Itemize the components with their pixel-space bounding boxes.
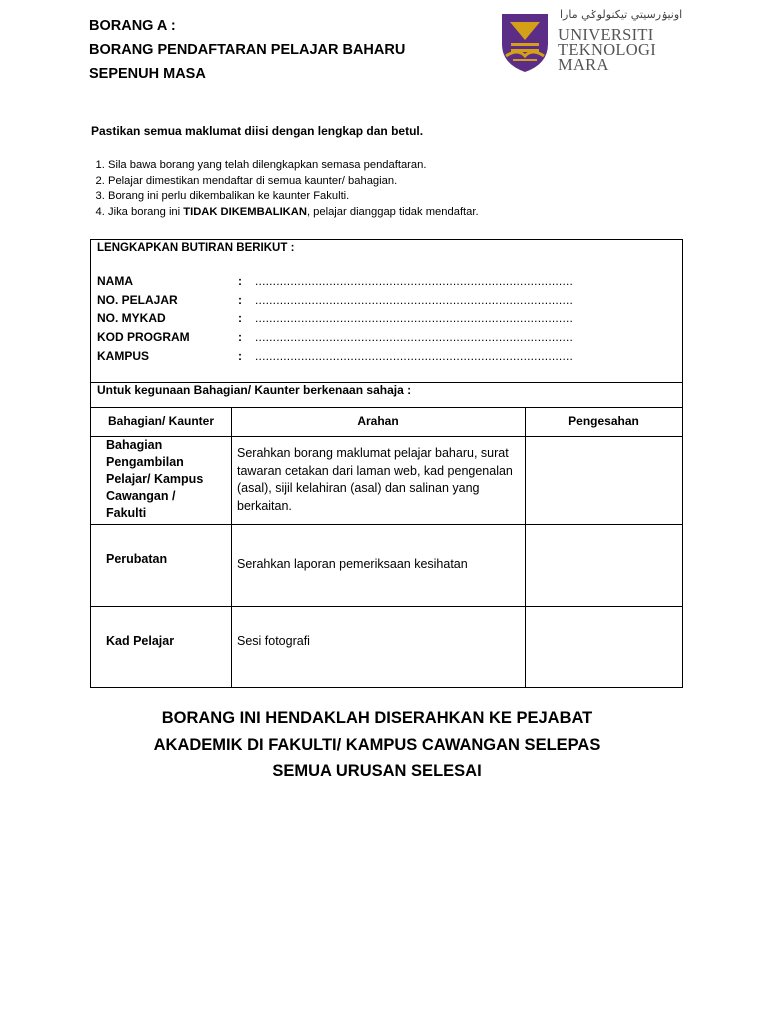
row-instruction-kad-pelajar: Sesi fotografi xyxy=(237,634,310,648)
instruction-item: 3. Borang ini perlu dikembalikan ke kaunter Fakulti. xyxy=(108,189,479,205)
verification-cell[interactable] xyxy=(526,525,682,606)
row-counter-perubatan: Perubatan xyxy=(106,552,168,566)
field-kod-program[interactable]: KOD PROGRAM : .......................................................................................... xyxy=(97,330,574,344)
logo-name-line1: UNIVERSITI xyxy=(558,25,654,44)
fill-details-title: LENGKAPKAN BUTIRAN BERIKUT : xyxy=(97,242,295,254)
registration-form-box xyxy=(90,239,683,688)
form-code: BORANG A : xyxy=(89,18,176,34)
instruction-item: 4. Jika borang ini TIDAK DIKEMBALIKAN, pelajar dianggap tidak mendaftar. xyxy=(108,205,479,221)
notice-text: Pastikan semua maklumat diisi dengan lengkap dan betul. xyxy=(91,124,424,138)
row-counter-pengambilan: Bahagian Pengambilan Pelajar/ Kampus Cawangan / Fakulti xyxy=(106,438,204,520)
field-nama[interactable]: NAMA : .......................................................................................... xyxy=(97,274,574,288)
verification-cell[interactable] xyxy=(526,437,682,524)
logo-jawi-text: اونيۏرسيتي تيکنولوݢي مارا xyxy=(560,8,683,21)
field-kampus[interactable]: KAMPUS : .......................................................................................... xyxy=(97,349,574,363)
header-counter: Bahagian/ Kaunter xyxy=(107,414,215,428)
header-verification: Pengesahan xyxy=(568,414,639,428)
header-instruction: Arahan xyxy=(357,414,399,428)
verification-cell[interactable] xyxy=(526,607,682,687)
row-counter-kad-pelajar: Kad Pelajar xyxy=(106,634,175,648)
uitm-crest-icon xyxy=(498,10,552,74)
uitm-logo xyxy=(498,8,683,76)
row-instruction-pengambilan: Serahkan borang maklumat pelajar baharu, surat tawaran cetakan dari laman web, kad pengenalan (asal), sijil kelahiran (asal) dan salinan yang berkaitan. xyxy=(237,446,513,513)
submission-note xyxy=(0,705,754,785)
divider xyxy=(91,407,682,408)
submission-note-line: BORANG INI HENDAKLAH DISERAHKAN KE PEJABAT xyxy=(161,709,593,727)
field-no-mykad[interactable]: NO. MYKAD : .......................................................................................... xyxy=(97,311,574,325)
instruction-list xyxy=(91,158,479,220)
logo-name-line3: MARA xyxy=(558,55,609,74)
form-subtitle: SEPENUH MASA xyxy=(89,66,206,82)
submission-note-line: SEMUA URUSAN SELESAI xyxy=(272,762,482,780)
submission-note-line: AKADEMIK DI FAKULTI/ KAMPUS CAWANGAN SELEPAS xyxy=(153,735,601,754)
office-use-title: Untuk kegunaan Bahagian/ Kaunter berkenaan sahaja : xyxy=(97,383,412,397)
field-no-pelajar[interactable]: NO. PELAJAR : .......................................................................................... xyxy=(97,293,574,307)
instruction-item: 1. Sila bawa borang yang telah dilengkapkan semasa pendaftaran. xyxy=(108,158,479,174)
column-divider xyxy=(231,407,232,687)
logo-name-line2: TEKNOLOGI xyxy=(558,40,657,59)
row-instruction-perubatan: Serahkan laporan pemeriksaan kesihatan xyxy=(237,557,468,571)
form-title: BORANG PENDAFTARAN PELAJAR BAHARU xyxy=(89,42,406,58)
instruction-item: 2. Pelajar dimestikan mendaftar di semua kaunter/ bahagian. xyxy=(108,174,479,190)
